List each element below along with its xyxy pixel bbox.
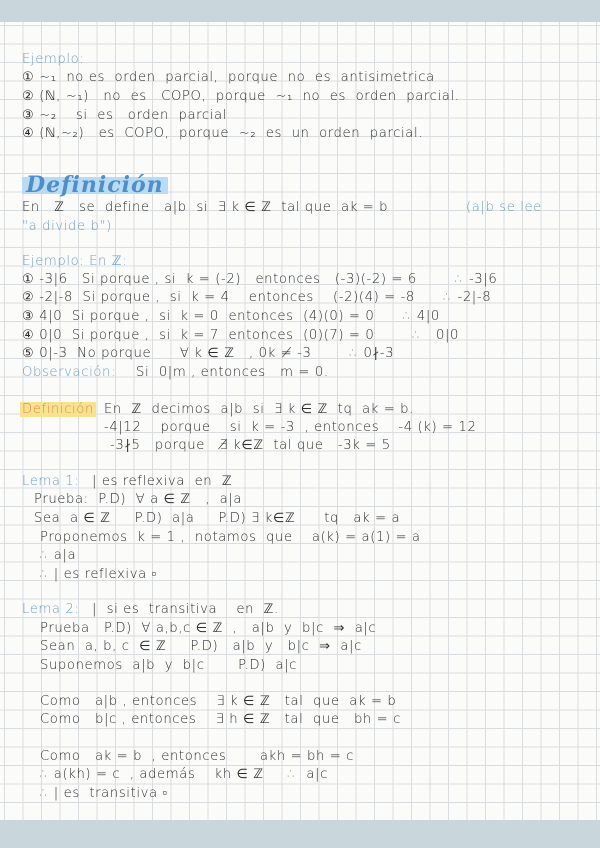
definition-text: En ℤ se define a|b si ∃ k ∈ ℤ tal que ak = b (22, 200, 389, 215)
proof-line: ∴ | es reflexiva ▫ (40, 567, 157, 582)
proof-line: Como a|b , entonces ∃ k ∈ ℤ tal que ak = b (40, 694, 397, 709)
proof-line: Sean a, b, c ∈ ℤ P.D) a|b y b|c ⇒ a|c (40, 639, 362, 654)
definition-title: Definición (22, 172, 168, 198)
example-heading: Ejemplo: En ℤ: (22, 254, 128, 269)
definition-note: (a|b se lee (466, 200, 542, 215)
example-line: ③ ~₂ si es orden parcial (22, 108, 227, 123)
proof-line: Como b|c , entonces ∃ h ∈ ℤ tal que bh = c (40, 712, 401, 727)
example-line: ② (ℕ, ~₁) no es COPO, porque ~₁ no es orden parcial. (22, 89, 460, 104)
proof-line: Sea a ∈ ℤ P.D) a|a P.D) ∃ k∈ℤ tq ak = a (34, 511, 401, 526)
proof-line: Prueba P.D) ∀ a,b,c ∈ ℤ , a|b y b|c ⇒ a|c (40, 621, 377, 636)
proof-line: Proponemos k = 1 , notamos que a(k) = a(1) = a (40, 530, 421, 545)
proof-line: ∴ a|a (40, 548, 77, 563)
example-heading: Ejemplo: (22, 52, 85, 67)
definition-example: -4|12 porque si k = -3 , entonces -4 (k) = 12 (104, 420, 477, 435)
example-line: ⑤ 0|-3 No porque ∀ k ∈ ℤ , 0k ≠ -3 ∴ 0∤-3 (22, 346, 395, 361)
lemma-title: Lema 2: (22, 602, 80, 617)
example-line: ① ~₁ no es orden parcial, porque no es antisimetrica (22, 70, 435, 85)
proof-line: ∴ a(kh) = c , además kh ∈ ℤ ∴ a|c (40, 767, 328, 782)
observation-text: Si 0|m , entonces m = 0. (136, 365, 329, 380)
notebook-page (0, 22, 600, 820)
definition-example: -3∤5 porque ∄ k∈ℤ tal que -3k = 5 (110, 438, 391, 453)
definition-note: "a divide b") (22, 219, 112, 234)
definition-text: En ℤ decimos a|b si ∃ k ∈ ℤ tq ak = b. (104, 402, 414, 417)
example-line: ④ 0|0 Si porque , si k = 7 entonces (0)(7) = 0 ∴ 0|0 (22, 328, 460, 343)
example-line: ① -3|6 Si porque , si k = (-2) entonces (-3)(-2) = 6 ∴ -3|6 (22, 272, 498, 287)
proof-line: Como ak = b , entonces akh = bh = c (40, 749, 355, 764)
lemma-statement: | si es transitiva en ℤ. (92, 602, 279, 617)
example-line: ④ (ℕ,~₂) es COPO, porque ~₂ es un orden parcial. (22, 126, 423, 141)
example-line: ③ 4|0 Si porque , si k = 0 entonces (4)(0) = 0 ∴ 4|0 (22, 309, 440, 324)
proof-line: Suponemos a|b y b|c P.D) a|c (40, 658, 298, 673)
definition-title: Definición (22, 402, 94, 417)
example-line: ② -2|-8 Si porque , si k = 4 entonces (-2)(4) = -8 ∴ -2|-8 (22, 290, 492, 305)
lemma-statement: | es reflexiva en ℤ (92, 474, 233, 489)
proof-line: ∴ | es transitiva ▫ (40, 786, 168, 801)
handwritten-notes (0, 22, 600, 820)
observation-label: Observación: (22, 365, 117, 380)
proof-line: Prueba: P.D) ∀ a ∈ ℤ , a|a (34, 492, 243, 507)
lemma-title: Lema 1: (22, 474, 80, 489)
